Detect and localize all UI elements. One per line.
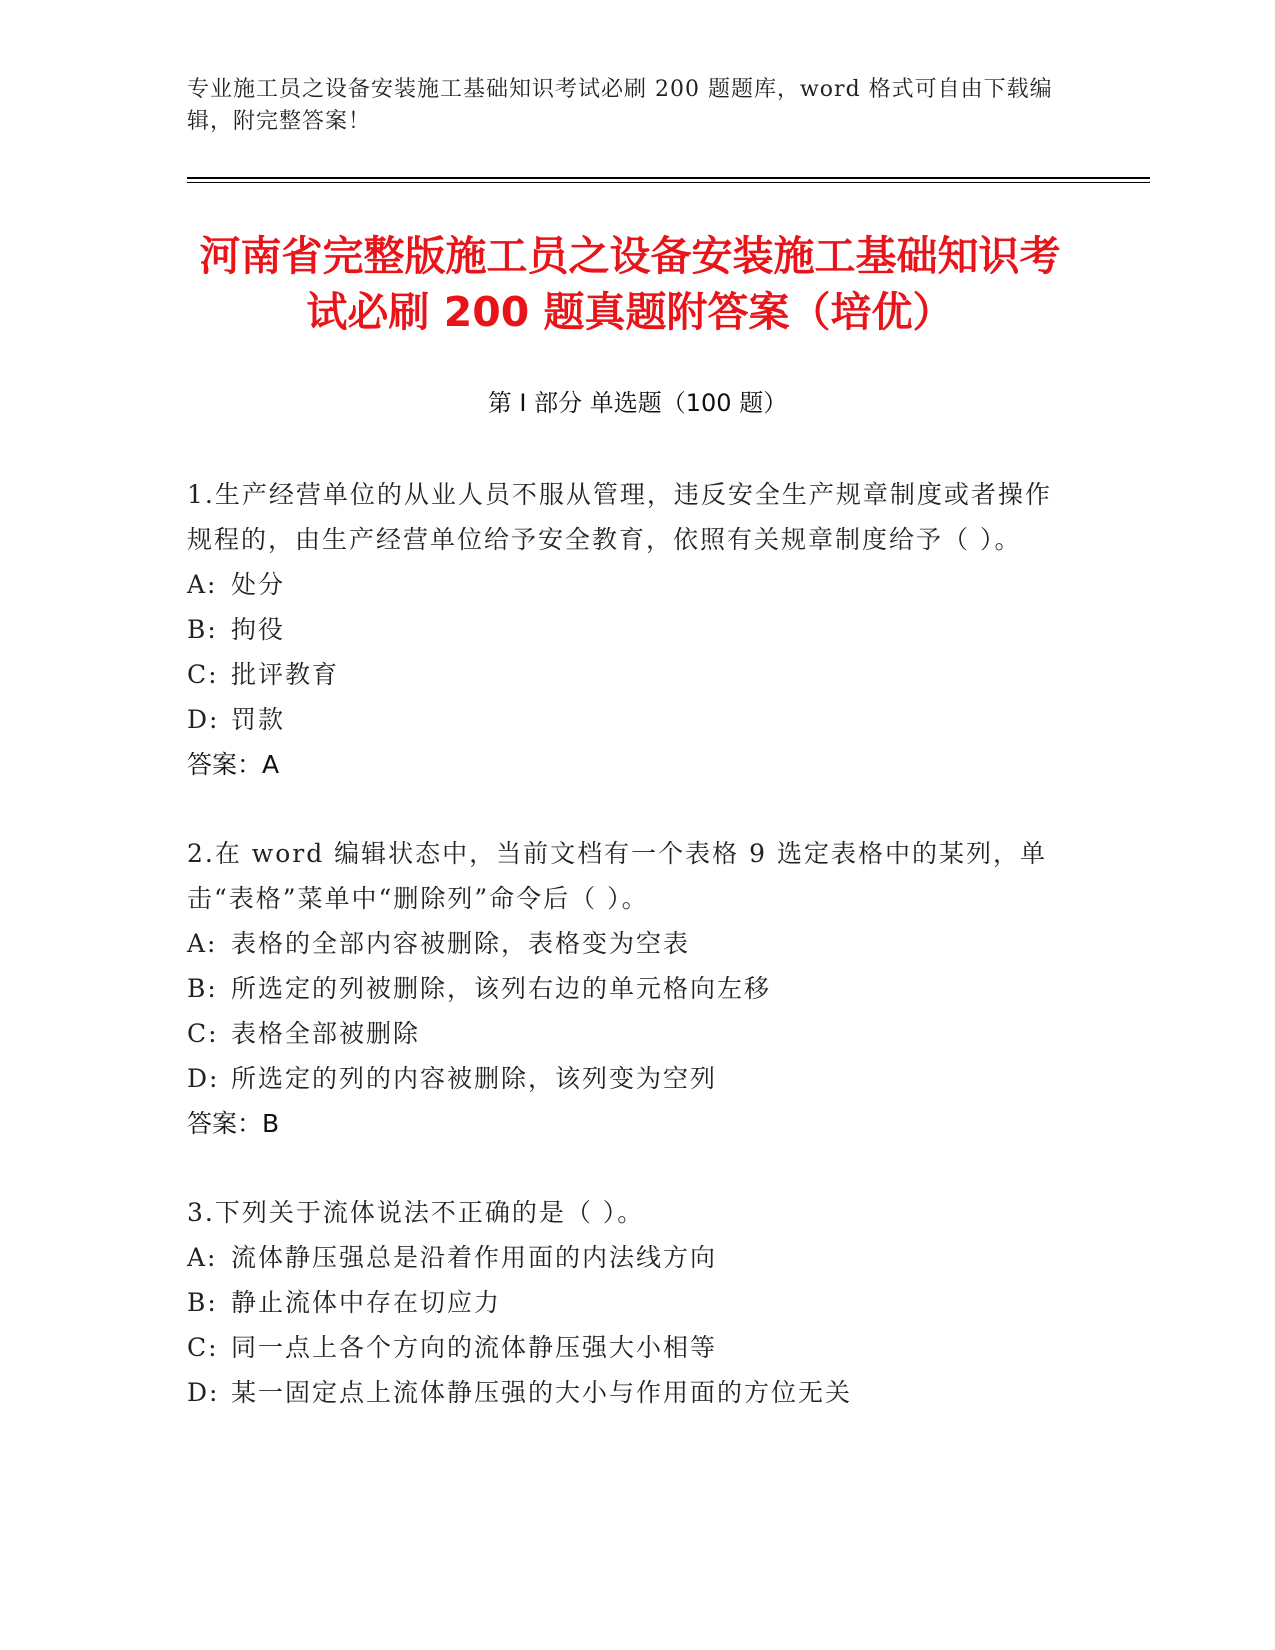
question-3 — [187, 1190, 1067, 1415]
document-title: 河南省完整版施工员之设备安装施工基础知识考试必刷 200 题真题附答案（培优） — [199, 232, 1061, 336]
option-b — [187, 1280, 1067, 1325]
option-text: 静止流体中存在切应力 — [231, 1288, 502, 1317]
option-letter: B: — [187, 615, 218, 644]
option-letter: A: — [187, 570, 218, 599]
question-1 — [187, 472, 1067, 787]
option-text: 流体静压强总是沿着作用面的内法线方向 — [231, 1243, 718, 1272]
question-list — [187, 472, 1067, 1459]
option-text: 拘役 — [231, 615, 286, 644]
option-text: 表格的全部内容被删除，表格变为空表 — [231, 929, 691, 958]
option-letter: C: — [187, 1019, 219, 1048]
option-a — [187, 562, 1067, 607]
option-text: 批评教育 — [231, 660, 340, 689]
option-text: 罚款 — [231, 705, 286, 734]
option-text: 表格全部被删除 — [231, 1019, 421, 1048]
option-c — [187, 1325, 1067, 1370]
option-d — [187, 697, 1067, 742]
option-d — [187, 1056, 1067, 1101]
option-letter: A: — [187, 1243, 218, 1272]
option-b — [187, 607, 1067, 652]
answer-line: 答案：B — [187, 1109, 280, 1138]
section-heading: 第 I 部分 单选题（100 题） — [487, 389, 788, 417]
option-letter: D: — [187, 1378, 220, 1407]
question-stem: 2.在 word 编辑状态中，当前文档有一个表格 9 选定表格中的某列，单击“表格”菜单中“删除列”命令后（ ）。 — [187, 839, 1047, 913]
answer-line: 答案：A — [187, 750, 280, 779]
option-letter: C: — [187, 660, 219, 689]
option-b — [187, 966, 1067, 1011]
option-c — [187, 1011, 1067, 1056]
option-text: 同一点上各个方向的流体静压强大小相等 — [231, 1333, 718, 1362]
option-letter: D: — [187, 1064, 220, 1093]
option-letter: C: — [187, 1333, 219, 1362]
option-a — [187, 921, 1067, 966]
question-stem: 3.下列关于流体说法不正确的是（ ）。 — [187, 1198, 645, 1227]
option-text: 某一固定点上流体静压强的大小与作用面的方位无关 — [231, 1378, 853, 1407]
option-a — [187, 1235, 1067, 1280]
header-divider-thin — [187, 182, 1150, 183]
question-stem: 1.生产经营单位的从业人员不服从管理，违反安全生产规章制度或者操作规程的，由生产经营单位给予安全教育，依照有关规章制度给予（ ）。 — [187, 480, 1052, 554]
option-letter: A: — [187, 929, 218, 958]
header-divider-thick — [187, 177, 1150, 179]
question-2 — [187, 831, 1067, 1146]
option-letter: B: — [187, 1288, 218, 1317]
option-d — [187, 1370, 1067, 1415]
option-text: 所选定的列的内容被删除，该列变为空列 — [231, 1064, 718, 1093]
header-note: 专业施工员之设备安装施工基础知识考试必刷 200 题题库，word 格式可自由下载编辑，附完整答案！ — [187, 77, 1053, 134]
option-letter: B: — [187, 974, 218, 1003]
option-text: 所选定的列被删除，该列右边的单元格向左移 — [231, 974, 772, 1003]
option-letter: D: — [187, 705, 220, 734]
option-c — [187, 652, 1067, 697]
option-text: 处分 — [231, 570, 286, 599]
